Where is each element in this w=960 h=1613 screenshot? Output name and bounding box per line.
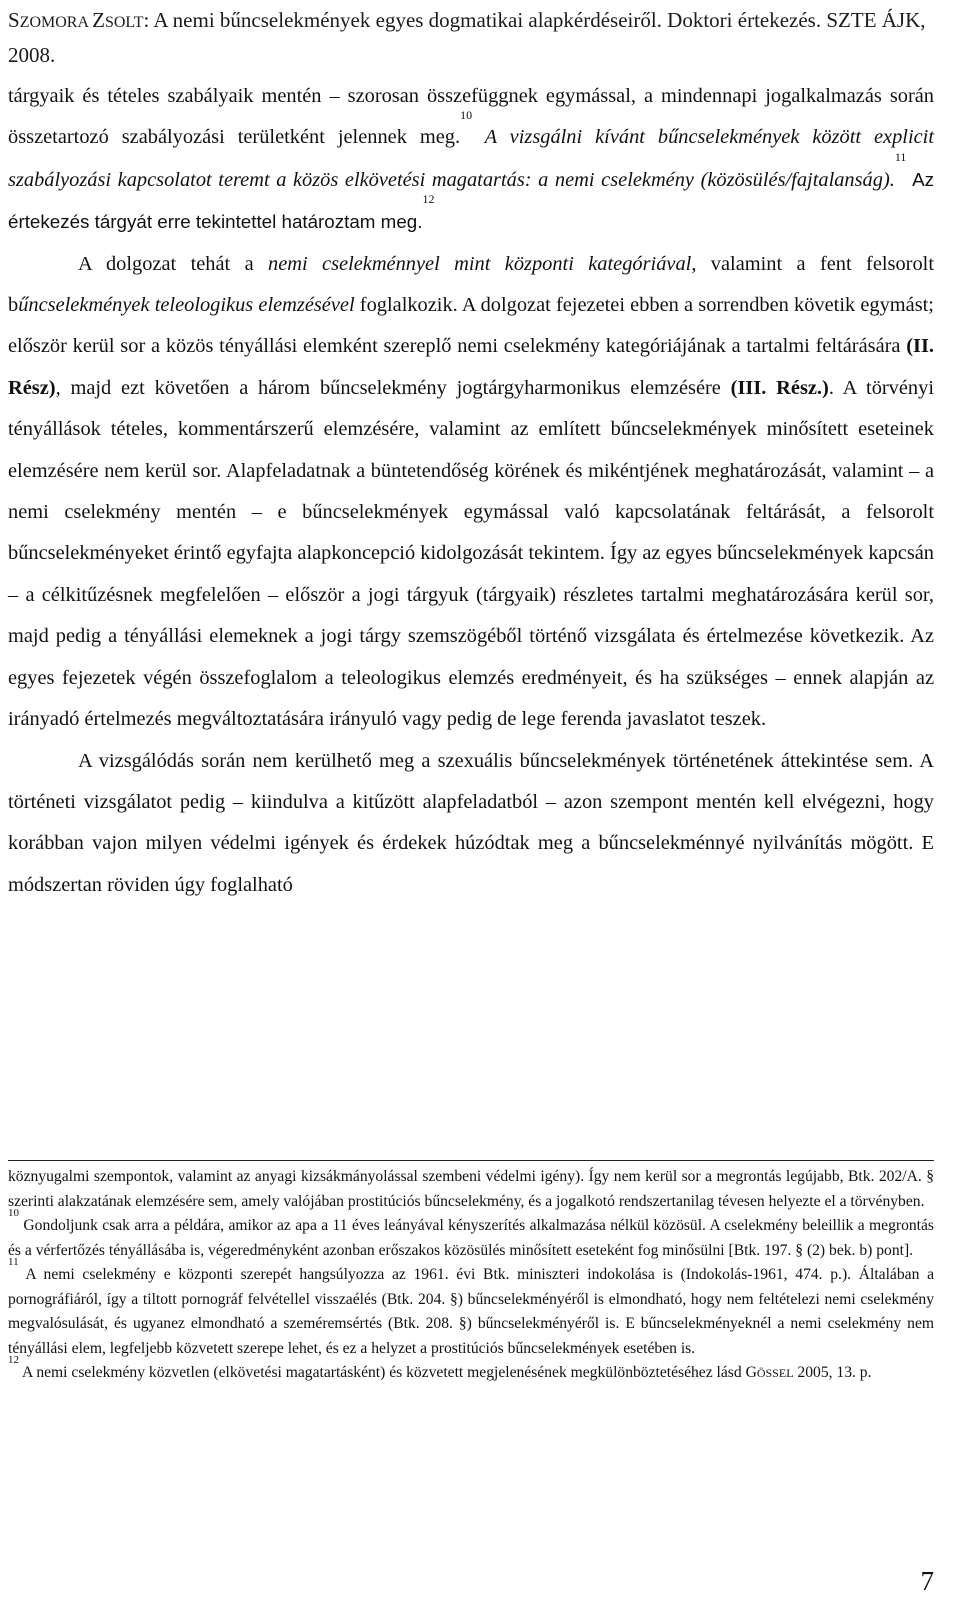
main-text [8, 76, 934, 906]
p1-italic: A vizsgálni kívánt bűncselekmények között explicit szabályozási kapcsolatot teremt a közös elkövetési magatartás: a nemi cselekmény (közösülés/fajtalanság). [8, 126, 934, 191]
author-rest-2: SOLT [104, 14, 144, 31]
footnote-12-number: 12 [8, 1354, 19, 1366]
p2-italic-2: űncselekmények teleologikus elemzésével [18, 294, 355, 317]
p1-text-a: tárgyaik és tételes szabályaik mentén – szorosan összefüggnek egymással, a mindennapi jogalkalmazás során összetartozó szabályozási területként jelennek meg. [8, 85, 934, 149]
footnote-10-text: Gondoljunk csak arra a példára, amikor az apa a 11 éves leányával kényszerítés alkalmazása nélkül közösül. A cselekmény beleillik a megrontás és a vérfertőzés tényállásába is, végeredményként azonban erőszakos közösülés minősített eseteként fog minősülni [Btk. 197. § (2) bek. b) pont]. [8, 1217, 934, 1259]
footnote-10-number: 10 [8, 1207, 19, 1219]
p2-italic-1: nemi cselekménnyel mint központi kategóriával [268, 252, 692, 275]
footnote-12-tail: 2005, 13. p. [793, 1364, 872, 1381]
footnote-10 [8, 1207, 934, 1263]
footnote-12 [8, 1354, 934, 1386]
p2-bold-2: (III. Rész.) [730, 376, 829, 399]
p2-text-c: , valamint a fent felsorolt b [8, 252, 934, 317]
paragraph-3 [8, 741, 934, 907]
footnote-continuation [8, 1165, 934, 1214]
footnote-continuation-text: köznyugalmi szempontok, valamint az anyagi kizsákmányolással szembeni védelmi igény). Így nem kerül sor a megrontás legújabb, Btk. 202/A. § szerinti alakzatának elemzésére sem, amely valójában prostitúciós bűncselekmény, és a jogalkotó rendszertanilag tévesen helyezte el a törvényben. [8, 1168, 934, 1210]
page-number: 7 [920, 1566, 934, 1596]
paragraph-2 [8, 244, 934, 741]
p3-text: A vizsgálódás során nem kerülhető meg a szexuális bűncselekmények történetének áttekintése sem. A történeti vizsgálatot pedig – kiindulva a kitűzött alapfeladatból – azon szempont mentén kell elvégezni, hogy korábban vajon milyen védelmi igények és érdekek húzódtak meg a bűncselekménnyé nyilvánítás mögött. E módszertan röviden úgy foglalható [8, 749, 934, 896]
footnote-12-smallcaps: ÖSSEL [756, 1366, 794, 1380]
footnotes [8, 1165, 934, 1386]
author-initial-2: Z [92, 8, 105, 32]
footnote-11-number: 11 [8, 1256, 19, 1268]
paragraph-1 [8, 76, 934, 244]
header-title: : A nemi bűncselekmények egyes dogmatikai alapkérdéseiről. Doktori értekezés. SZTE ÁJK, 2008. [8, 8, 926, 67]
footnote-ref-10[interactable]: 10 [460, 108, 473, 123]
p2-text-g: , majd ezt követően a három bűncselekmény jogtárgyharmonikus elemzésére [55, 376, 731, 399]
running-header [8, 4, 938, 72]
footnote-separator [8, 1160, 934, 1161]
p2-bold-1: (II. Rész) [8, 335, 934, 399]
footnote-11-text: A nemi cselekmény e központi szerepét hangsúlyozza az 1961. évi Btk. miniszteri indokolása is (Indokolás-1961, 474. p.). Általában a pornográfiáról, így a tiltott pornográf felvétellel visszaélés (Btk. 204. §) bűncselekményéről is elmondható, hogy nem feltételezi nemi cselekmény megvalósulását, és ugyanez elmondható a szeméremsértés (Btk. 208. §) bűncselekményéről is. E bűncselekményeknél a nemi cselekmény nem tényállási elem, legfeljebb közvetett szerepe lehet, és ez a helyzet a prostitúciós bűncselekmények esetében is. [8, 1266, 934, 1357]
author-rest-1: ZOMORA [19, 14, 93, 31]
p1-text-c: Az értekezés tárgyát erre tekintettel határoztam meg. [8, 168, 934, 233]
author-initial-1: S [8, 8, 20, 32]
p2-text-i: . A törvényi tényállások tételes, kommentárszerű elemzésére, valamint az említett bűncselekmények minősített eseteinek elemzésére nem kerül sor. Alapfeladatnak a büntetendőség körének és mikéntjének meghatározását, valamint – a nemi cselekmény mentén – e bűncselekmények egymással való kapcsolatának feltárását, a felsorolt bűncselekményeket érintő egyfajta alapkoncepció kidolgozását tekintem. Így az egyes bűncselekmények kapcsán – a célkitűzésnek megfelelően – először a jogi tárgyuk (tárgyaik) részletes tartalmi meghatározására kerül sor, majd pedig a tényállási elemeknek a jogi tárgy szemszögéből történő vizsgálata és értelmezése következik. Az egyes fejezetek végén összefoglalom a teleologikus elemzés eredményeit, és ha szükséges – ennek alapján az irányadó értelmezés megváltoztatására irányuló vagy pedig de lege ferenda javaslatot teszek. [8, 376, 934, 731]
p2-text-e: foglalkozik. A dolgozat fejezetei ebben a sorrendben követik egymást; először kerül sor a közös tényállási elemként szereplő nemi cselekmény kategóriájának a tartalmi feltárására [8, 294, 934, 358]
footnote-11 [8, 1256, 934, 1361]
footnote-ref-12[interactable]: 12 [422, 192, 435, 207]
p2-text-a: A dolgozat tehát a [78, 252, 269, 275]
footnote-12-text: A nemi cselekmény közvetlen (elkövetési magatartásként) és közvetett megjelenésének megkülönböztetéséhez lásd G [19, 1364, 757, 1381]
footnote-ref-11[interactable]: 11 [894, 149, 907, 164]
